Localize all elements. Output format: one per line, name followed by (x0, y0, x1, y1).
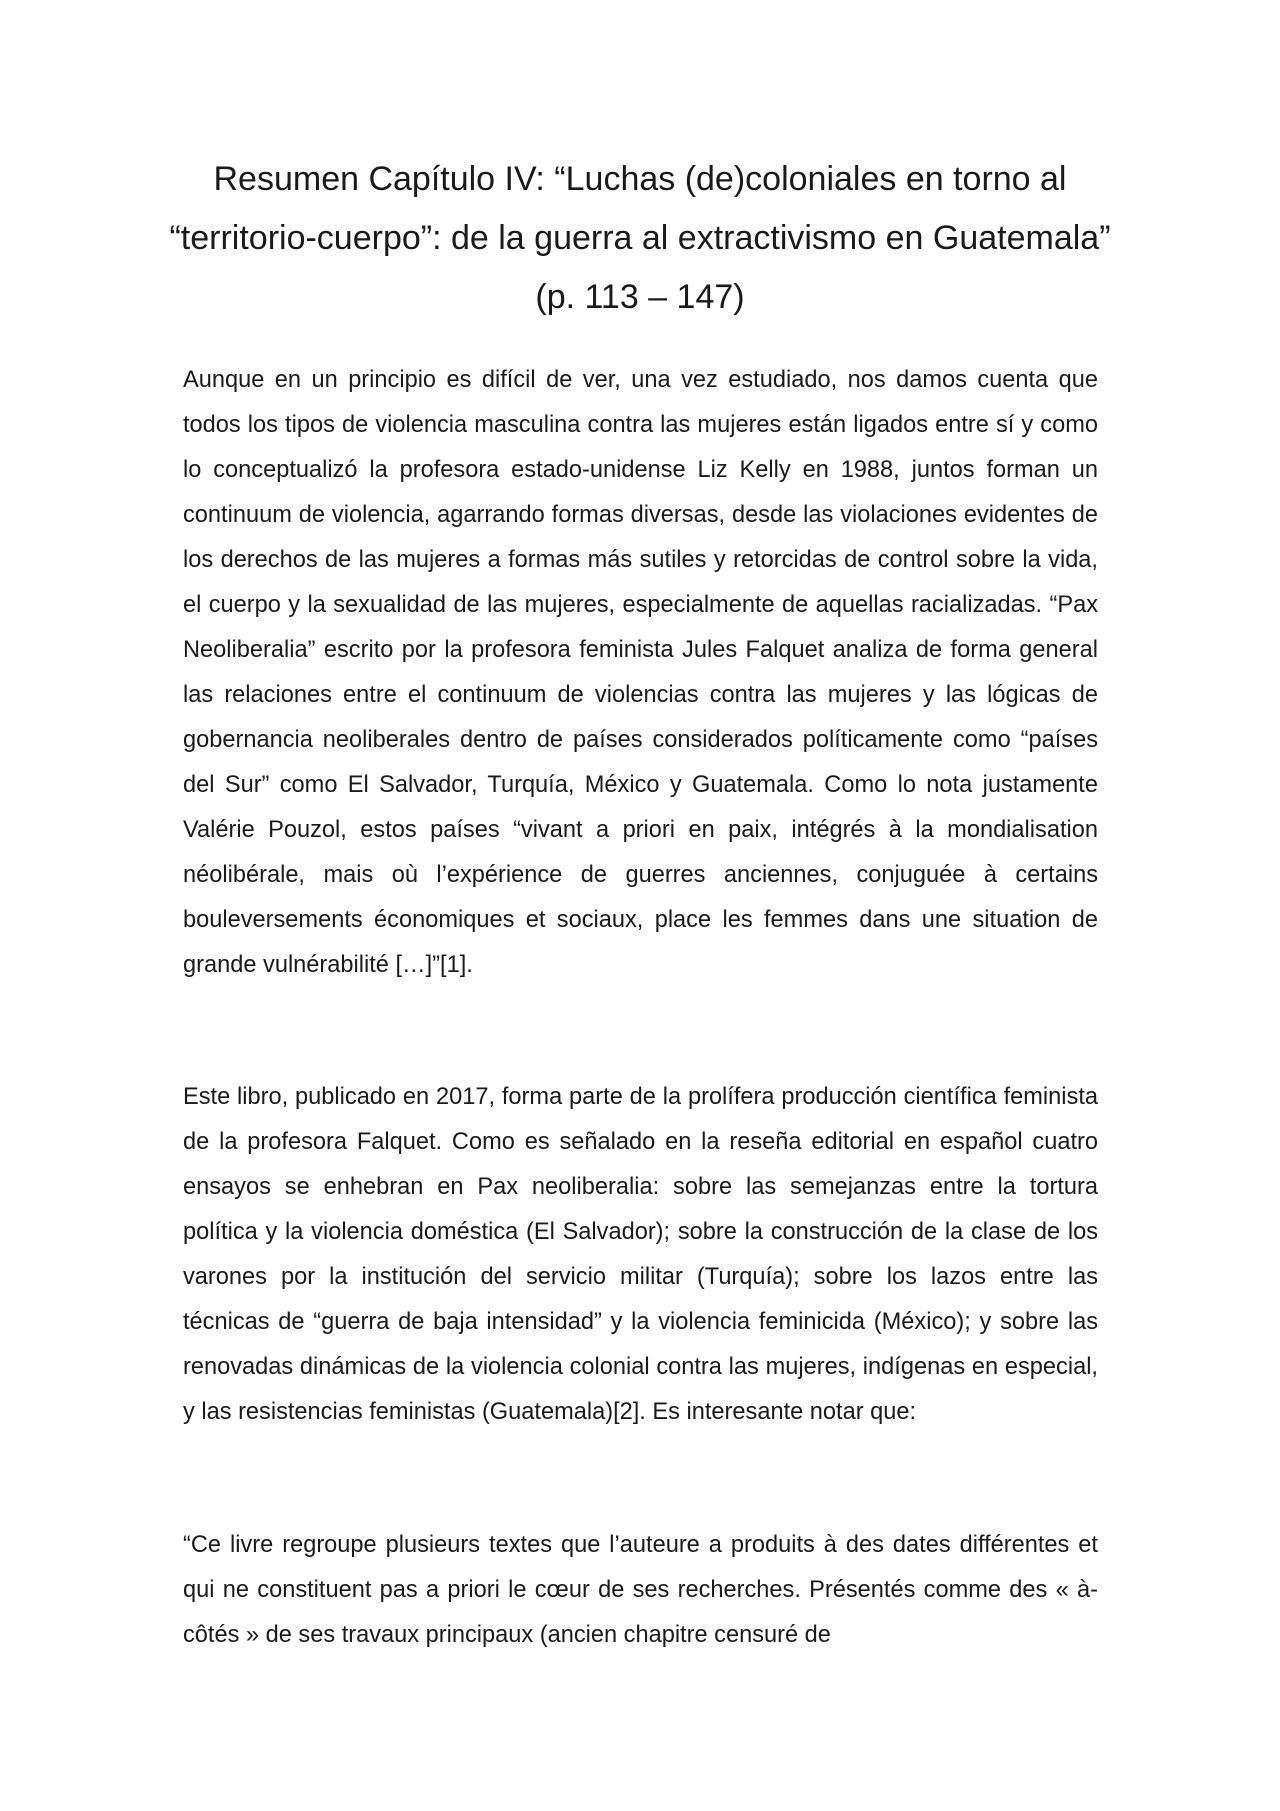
paragraph-intro: Aunque en un principio es difícil de ver, una vez estudiado, nos damos cuenta que todos los tipos de violencia masculina contra las mujeres están ligados entre sí y como lo conceptualizó la profesora estado-unidense Liz Kelly en 1988, juntos forman un continuum de violencia, agarrando formas diversas, desde las violaciones evidentes de los derechos de las mujeres a formas más sutiles y retorcidas de control sobre la vida, el cuerpo y la sexualidad de las mujeres, especialmente de aquellas racializadas. “Pax Neoliberalia” escrito por la profesora feminista Jules Falquet analiza de forma general las relaciones entre el continuum de violencias contra las mujeres y las lógicas de gobernancia neoliberales dentro de países considerados políticamente como “países del Sur” como El Salvador, Turquía, México y Guatemala. Como lo nota justamente Valérie Pouzol, estos países “vivant a priori en paix, intégrés à la mondialisation néolibérale, mais où l’expérience de guerres anciennes, conjuguée à certains bouleversements économiques et sociaux, place les femmes dans une situation de grande vulnérabilité […]”[1]. (183, 367, 1098, 978)
paragraph-book-description: Este libro, publicado en 2017, forma parte de la prolífera producción científica feminista de la profesora Falquet. Como es señalado en la reseña editorial en español cuatro ensayos se enhebran en Pax neoliberalia: sobre las semejanzas entre la tortura política y la violencia doméstica (El Salvador); sobre la construcción de la clase de los varones por la institución del servicio militar (Turquía); sobre los lazos entre las técnicas de “guerra de baja intensidad” y la violencia feminicida (México); y sobre las renovadas dinámicas de la violencia colonial contra las mujeres, indígenas en especial, y las resistencias feministas (Guatemala)[2]. Es interesante notar que: (183, 1084, 1098, 1425)
paragraph-quote: “Ce livre regroupe plusieurs textes que l’auteure a produits à des dates différentes et qui ne constituent pas a priori le cœur de ses recherches. Présentés comme des « à-côtés » de ses travaux principaux (ancien chapitre censuré de (183, 1532, 1098, 1648)
document-title: Resumen Capítulo IV: “Luchas (de)coloniales en torno al “territorio-cuerpo”: de la guerra al extractivismo en Guatemala” (p. 113 – 147) (169, 160, 1111, 316)
